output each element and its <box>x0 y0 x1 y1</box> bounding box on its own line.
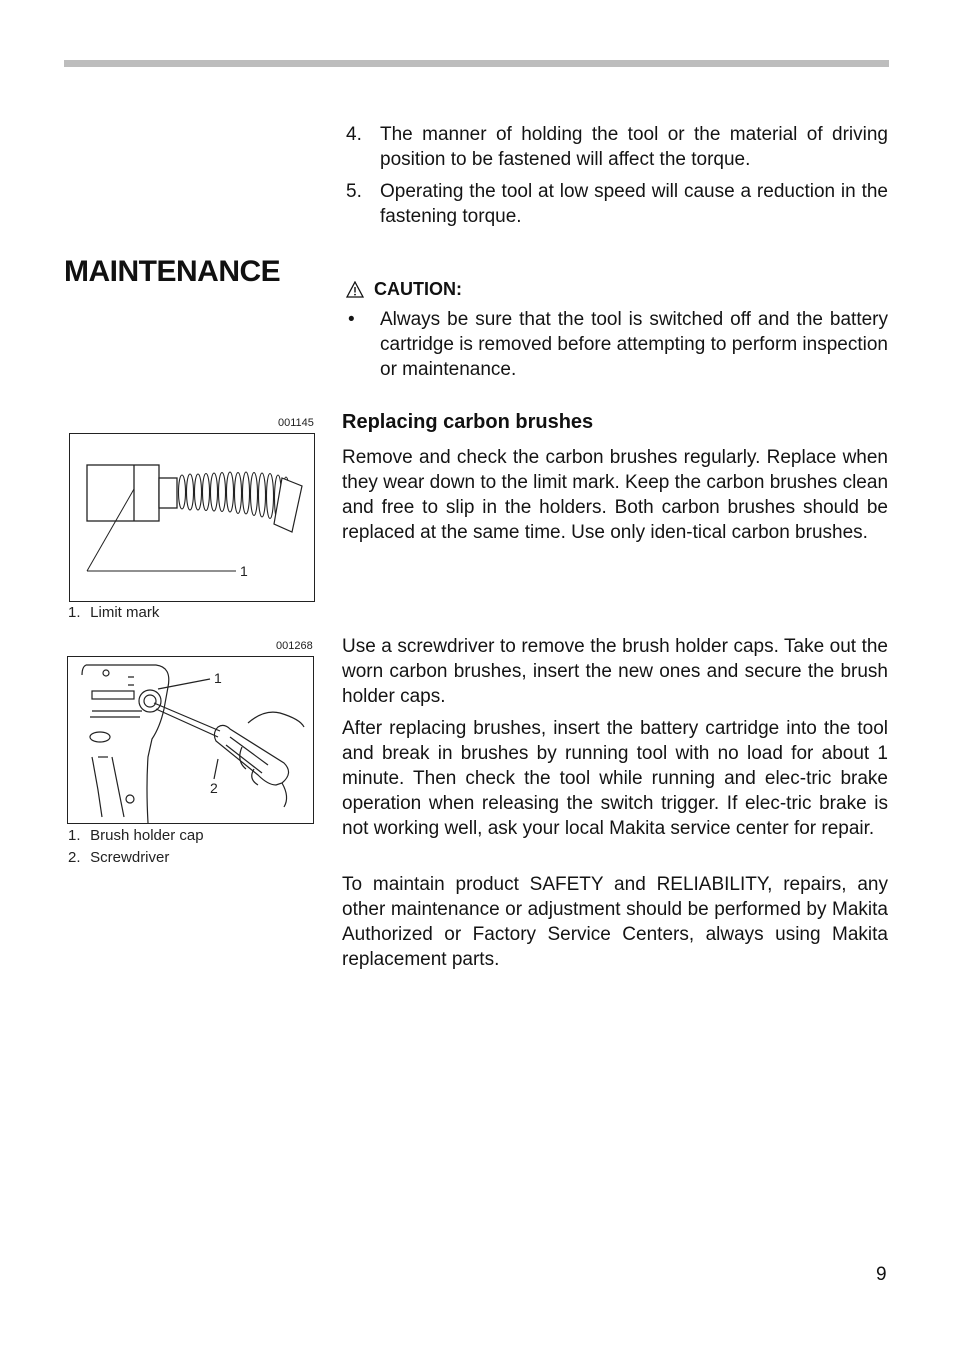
screwdriver-illustration <box>68 657 313 823</box>
list-item-4 <box>346 122 888 172</box>
figure-code: 001268 <box>276 640 313 652</box>
paragraph-4: To maintain product SAFETY and RELIABILITY, repairs, any other maintenance or adjustment should be performed by Makita Authorized or Factory Service Centers, always using Makita replacement parts. <box>342 874 888 970</box>
caption-number: 1. <box>68 604 81 621</box>
callout-1: 1 <box>214 670 222 686</box>
carbon-brush-illustration <box>70 434 314 601</box>
section-title: MAINTENANCE <box>64 255 281 288</box>
figure-caption <box>68 849 169 866</box>
subsection-title: Replacing carbon brushes <box>342 411 594 433</box>
caption-text: Brush holder cap <box>90 827 204 844</box>
figure-carbon-brush <box>69 433 315 602</box>
figure-caption <box>68 827 204 844</box>
caption-text: Limit mark <box>90 604 160 621</box>
caution-bullet-text: Always be sure that the tool is switched off and the battery cartridge is removed before attempting to perform inspection or maintenance. <box>380 309 888 380</box>
warning-triangle-icon <box>346 281 364 298</box>
caption-number: 2. <box>68 849 81 866</box>
list-item-number: 5. <box>346 181 362 202</box>
callout-2: 2 <box>210 780 218 796</box>
list-item-number: 4. <box>346 124 362 145</box>
paragraph-1: Remove and check the carbon brushes regularly. Replace when they wear down to the limit mark. Keep the carbon brushes clean and free to slip in the holders. Both carbon brushes should be replaced at the same time. Use only iden-tical carbon brushes. <box>342 447 889 543</box>
caution-bullet <box>346 307 888 382</box>
paragraph-2: Use a screwdriver to remove the brush holder caps. Take out the worn carbon brushes, insert the new ones and secure the brush holder caps. <box>342 636 888 707</box>
callout-1: 1 <box>240 563 248 579</box>
paragraph-3: After replacing brushes, insert the battery cartridge into the tool and break in brushes by running tool with no load for about 1 minute. Then check the tool while running and elec-tric brake operation when releasing the switch trigger. If elec-tric brake is not working well, ask your local Makita service center for repair. <box>342 718 888 839</box>
caution-text-label: CAUTION: <box>374 279 462 299</box>
bullet-dot: • <box>348 309 355 330</box>
caption-number: 1. <box>68 827 81 844</box>
figure-caption <box>68 604 159 621</box>
page-number: 9 <box>876 1264 887 1285</box>
list-item-text: The manner of holding the tool or the material of driving position to be fastened will affect the torque. <box>380 124 888 170</box>
header-rule <box>64 60 889 67</box>
figure-screwdriver <box>67 656 314 824</box>
figure-code: 001145 <box>278 417 314 429</box>
caution-label <box>346 279 462 300</box>
caption-text: Screwdriver <box>90 849 170 866</box>
list-item-5 <box>346 179 888 229</box>
list-item-text: Operating the tool at low speed will cause a reduction in the fastening torque. <box>380 181 888 227</box>
